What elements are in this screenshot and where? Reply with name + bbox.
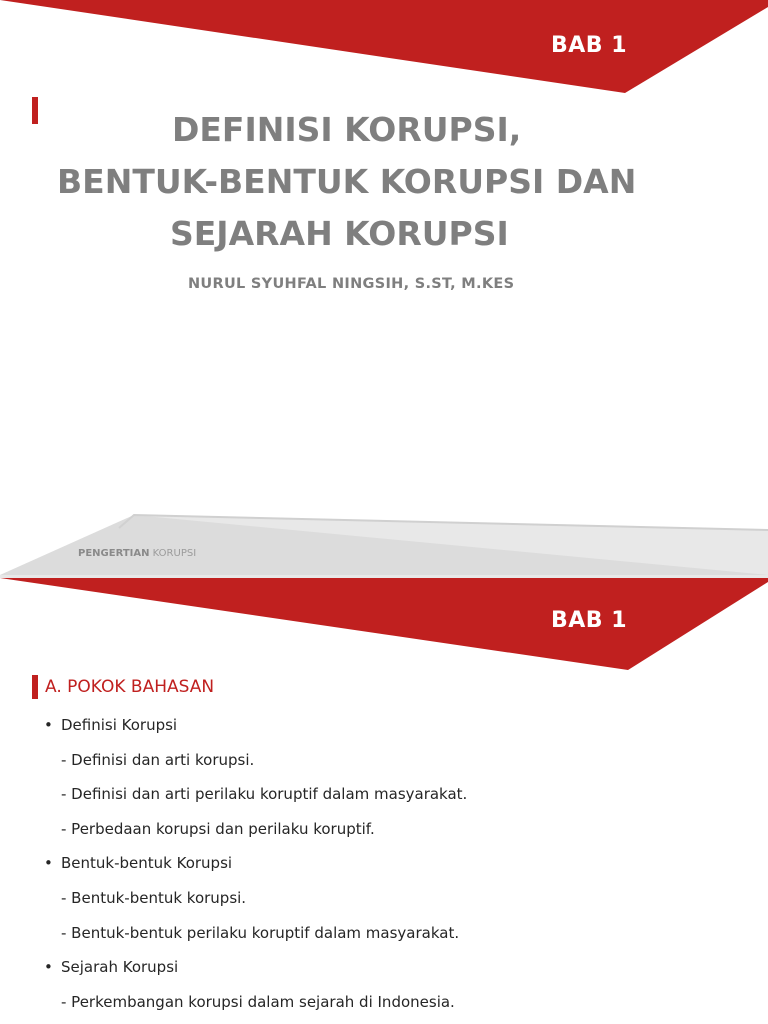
bullet-icon: • [44,716,53,734]
subtopic-item: - Definisi dan arti korupsi. [61,750,255,769]
topic-title: Bentuk-bentuk Korupsi [61,854,233,873]
footer-label [78,548,196,559]
title-line-1: DEFINISI KORUPSI, [172,110,522,149]
heading-accent-bar [32,675,38,699]
bullet-icon: • [44,958,53,977]
subtopic-item: - Bentuk-bentuk perilaku koruptif dalam masyarakat. [61,923,460,942]
author-name: NURUL SYUHFAL NINGSIH, S.ST, M.KES [188,276,515,292]
topic-item [44,715,744,750]
topic-title: Definisi Korupsi [61,716,178,734]
subtopic-item: - Definisi dan arti perilaku koruptif dalam masyarakat. [61,785,468,804]
topic-item [44,853,744,888]
title-line-2: BENTUK-BENTUK KORUPSI DAN [57,162,637,201]
topic-title: Sejarah Korupsi [61,958,179,977]
footer-label-rest: KORUPSI [149,548,197,559]
section-heading: A. POKOK BAHASAN [45,677,215,697]
subtopic-item: - Perbedaan korupsi dan perilaku koruptif. [61,819,375,838]
chapter-badge: BAB 1 [551,33,628,58]
topic-item [44,957,744,992]
footer-label-strong: PENGERTIAN [78,548,150,559]
topic-list [44,715,744,1024]
subtopic-item: - Perkembangan korupsi dalam sejarah di Indonesia. [61,992,455,1011]
red-top-banner [0,0,768,93]
slide-title [0,104,768,260]
subtopic-item: - Bentuk-bentuk korupsi. [61,888,247,907]
bullet-icon: • [44,854,53,873]
red-top-banner [0,578,768,670]
topics-slide [0,578,768,1024]
chapter-badge: BAB 1 [551,608,628,633]
title-line-3: SEJARAH KORUPSI [170,214,509,253]
